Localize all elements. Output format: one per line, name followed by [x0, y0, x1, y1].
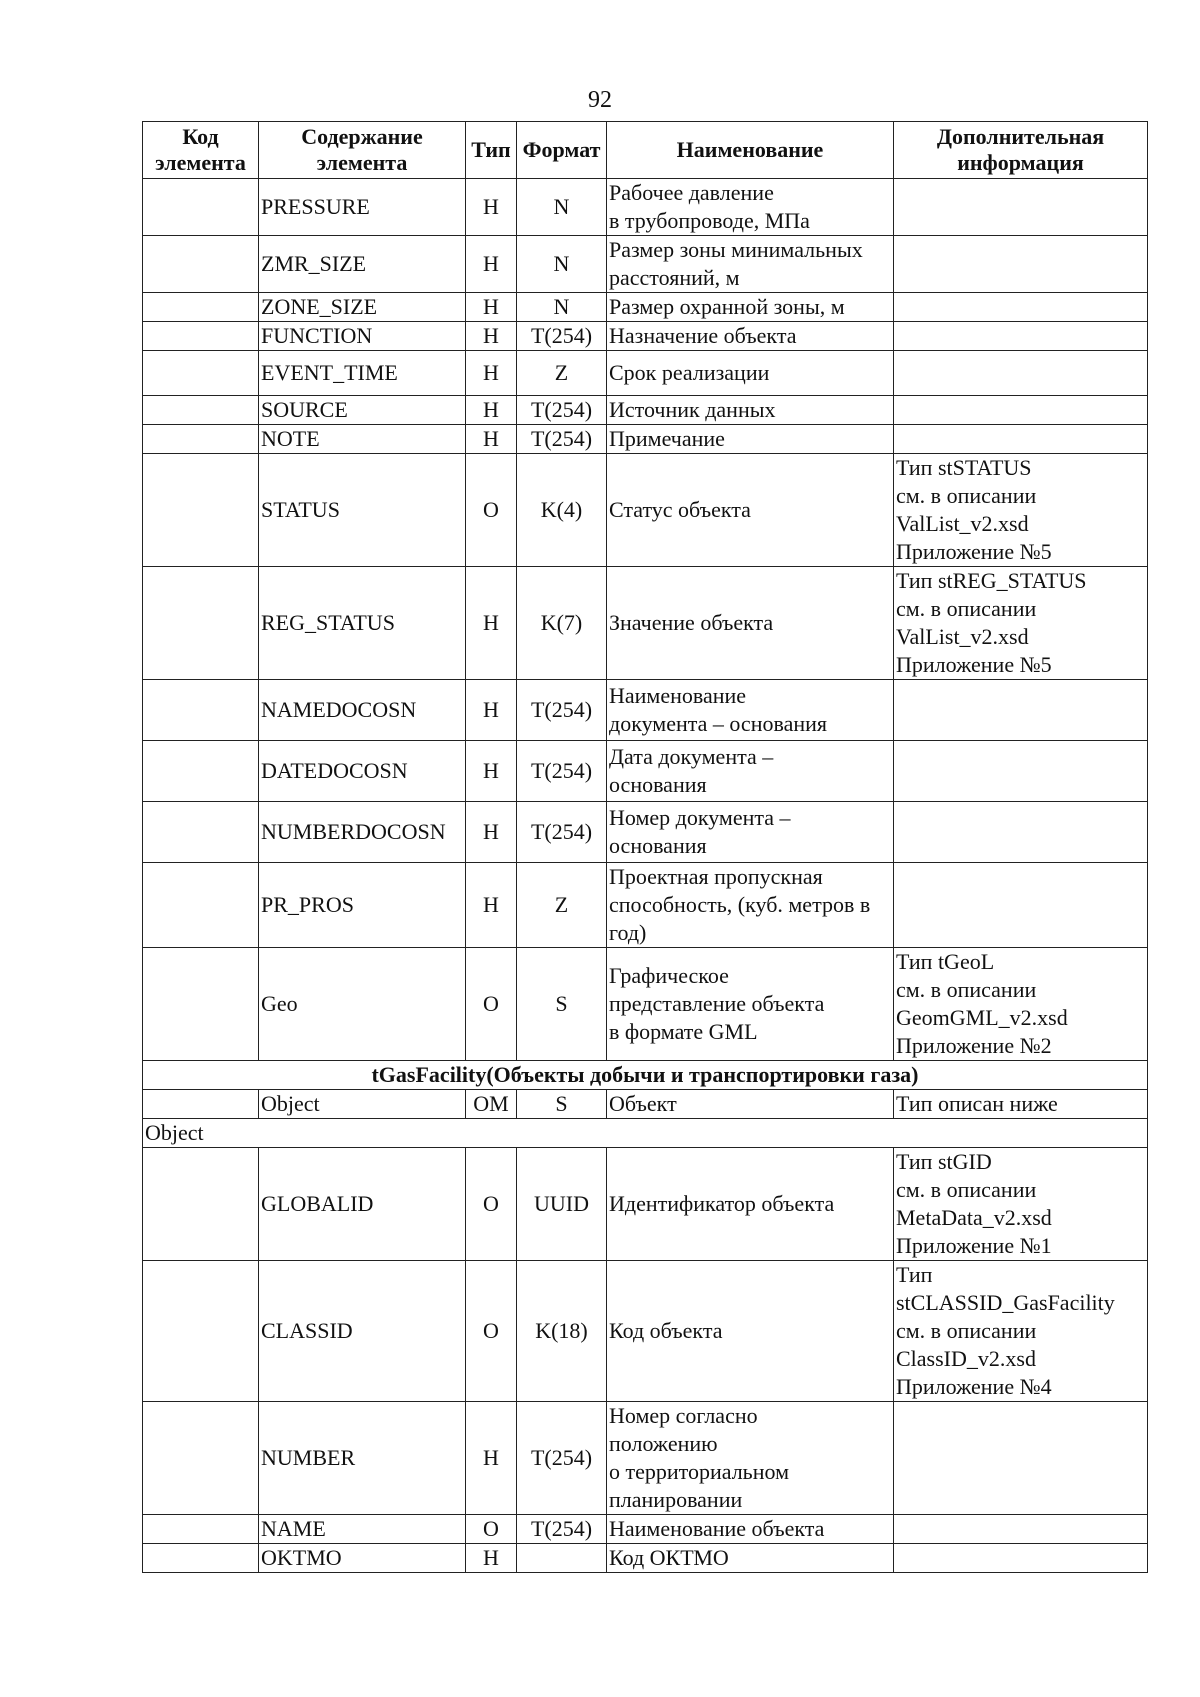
cell-element-name: NOTE — [259, 425, 466, 454]
table-row — [143, 293, 1148, 322]
cell-type: О — [466, 1148, 517, 1261]
table-body-part2 — [143, 1148, 1148, 1573]
cell-info: Тип stREG_STATUS см. в описании ValList_v2.xsd Приложение №5 — [894, 567, 1148, 680]
cell-type: О — [466, 1261, 517, 1402]
cell-title: Код ОКТМО — [607, 1544, 894, 1573]
cell-format: S — [517, 1090, 607, 1119]
cell-element-name: STATUS — [259, 454, 466, 567]
cell-format: N — [517, 236, 607, 293]
cell-element-name: DATEDOCOSN — [259, 741, 466, 802]
cell-element-name: NAMEDOCOSN — [259, 680, 466, 741]
cell-title: Наименование объекта — [607, 1515, 894, 1544]
cell-title: Идентификатор объекта — [607, 1148, 894, 1261]
cell-format — [517, 1544, 607, 1573]
cell-type: Н — [466, 425, 517, 454]
cell-format: T(254) — [517, 1515, 607, 1544]
cell-code — [143, 236, 259, 293]
cell-info — [894, 179, 1148, 236]
cell-format: N — [517, 293, 607, 322]
cell-type: Н — [466, 567, 517, 680]
cell-type: Н — [466, 396, 517, 425]
cell-code — [143, 425, 259, 454]
subheader-row — [143, 1119, 1148, 1148]
cell-title: Источник данных — [607, 396, 894, 425]
header-info: Дополнительная информация — [894, 122, 1148, 179]
cell-info — [894, 425, 1148, 454]
cell-element-name: ZMR_SIZE — [259, 236, 466, 293]
cell-code — [143, 567, 259, 680]
cell-info — [894, 802, 1148, 863]
cell-element-name: EVENT_TIME — [259, 351, 466, 396]
cell-format: N — [517, 179, 607, 236]
cell-type: Н — [466, 179, 517, 236]
table-body-part1 — [143, 179, 1148, 1061]
table-header-row — [143, 122, 1148, 179]
cell-type: Н — [466, 293, 517, 322]
cell-code — [143, 351, 259, 396]
cell-format: UUID — [517, 1148, 607, 1261]
cell-element-name: ZONE_SIZE — [259, 293, 466, 322]
cell-type: Н — [466, 1544, 517, 1573]
cell-title: Значение объекта — [607, 567, 894, 680]
page-number: 92 — [588, 87, 612, 113]
cell-code — [143, 179, 259, 236]
cell-format: K(18) — [517, 1261, 607, 1402]
section-title: tGasFacility(Объекты добычи и транспортировки газа) — [143, 1061, 1148, 1090]
table-row — [143, 741, 1148, 802]
cell-element-name: Object — [259, 1090, 466, 1119]
cell-code — [143, 863, 259, 948]
cell-format: T(254) — [517, 802, 607, 863]
cell-code — [143, 802, 259, 863]
cell-type: О — [466, 1515, 517, 1544]
table-row — [143, 1402, 1148, 1515]
cell-type: Н — [466, 351, 517, 396]
table-row — [143, 1261, 1148, 1402]
cell-title: Объект — [607, 1090, 894, 1119]
cell-element-name: PR_PROS — [259, 863, 466, 948]
cell-type: Н — [466, 741, 517, 802]
cell-info — [894, 236, 1148, 293]
header-name: Наименование — [607, 122, 894, 179]
cell-title: Номер согласно положению о территориальном планировании — [607, 1402, 894, 1515]
cell-element-name: Geo — [259, 948, 466, 1061]
cell-title: Наименование документа – основания — [607, 680, 894, 741]
cell-info: Тип stCLASSID_GasFacility см. в описании ClassID_v2.xsd Приложение №4 — [894, 1261, 1148, 1402]
cell-code — [143, 1090, 259, 1119]
cell-info — [894, 351, 1148, 396]
table-row — [143, 1148, 1148, 1261]
cell-code — [143, 396, 259, 425]
cell-info — [894, 1515, 1148, 1544]
cell-element-name: FUNCTION — [259, 322, 466, 351]
cell-info — [894, 396, 1148, 425]
cell-info: Тип stSTATUS см. в описании ValList_v2.xsd Приложение №5 — [894, 454, 1148, 567]
cell-title: Графическое представление объекта в формате GML — [607, 948, 894, 1061]
cell-title: Номер документа – основания — [607, 802, 894, 863]
table-row — [143, 567, 1148, 680]
cell-info — [894, 741, 1148, 802]
cell-code — [143, 1544, 259, 1573]
cell-code — [143, 454, 259, 567]
cell-code — [143, 948, 259, 1061]
element-spec-table — [142, 121, 1148, 1573]
table-row — [143, 1515, 1148, 1544]
cell-type: ОМ — [466, 1090, 517, 1119]
cell-title: Срок реализации — [607, 351, 894, 396]
header-type: Тип — [466, 122, 517, 179]
table-row — [143, 322, 1148, 351]
cell-info — [894, 1544, 1148, 1573]
cell-info: Тип tGeoL см. в описании GeomGML_v2.xsd Приложение №2 — [894, 948, 1148, 1061]
cell-type: Н — [466, 1402, 517, 1515]
cell-element-name: OKTMO — [259, 1544, 466, 1573]
cell-title: Код объекта — [607, 1261, 894, 1402]
table-row — [143, 948, 1148, 1061]
cell-info — [894, 322, 1148, 351]
table-row — [143, 396, 1148, 425]
cell-title: Примечание — [607, 425, 894, 454]
cell-title: Статус объекта — [607, 454, 894, 567]
cell-code — [143, 293, 259, 322]
cell-format: Z — [517, 863, 607, 948]
cell-format: Z — [517, 351, 607, 396]
cell-info — [894, 680, 1148, 741]
cell-format: T(254) — [517, 425, 607, 454]
cell-type: Н — [466, 863, 517, 948]
cell-element-name: CLASSID — [259, 1261, 466, 1402]
cell-type: Н — [466, 322, 517, 351]
cell-type: Н — [466, 802, 517, 863]
cell-format: S — [517, 948, 607, 1061]
header-content: Содержание элемента — [259, 122, 466, 179]
cell-title: Дата документа – основания — [607, 741, 894, 802]
cell-element-name: REG_STATUS — [259, 567, 466, 680]
table-row-object — [143, 1090, 1148, 1119]
header-format: Формат — [517, 122, 607, 179]
cell-code — [143, 322, 259, 351]
section-row — [143, 1061, 1148, 1090]
table-row — [143, 236, 1148, 293]
cell-code — [143, 1402, 259, 1515]
cell-format: K(4) — [517, 454, 607, 567]
cell-type: Н — [466, 680, 517, 741]
cell-code — [143, 1261, 259, 1402]
cell-format: T(254) — [517, 680, 607, 741]
cell-title: Рабочее давление в трубопроводе, МПа — [607, 179, 894, 236]
table-row — [143, 454, 1148, 567]
table-row — [143, 351, 1148, 396]
cell-title: Размер зоны минимальных расстояний, м — [607, 236, 894, 293]
cell-info — [894, 1402, 1148, 1515]
header-code: Код элемента — [143, 122, 259, 179]
table-row — [143, 1544, 1148, 1573]
cell-code — [143, 680, 259, 741]
cell-element-name: NUMBERDOCOSN — [259, 802, 466, 863]
cell-format: T(254) — [517, 322, 607, 351]
cell-title: Проектная пропускная способность, (куб. метров в год) — [607, 863, 894, 948]
cell-code — [143, 1148, 259, 1261]
cell-type: О — [466, 454, 517, 567]
cell-title: Размер охранной зоны, м — [607, 293, 894, 322]
table-row — [143, 179, 1148, 236]
subheader-title: Object — [143, 1119, 1148, 1148]
cell-title: Назначение объекта — [607, 322, 894, 351]
cell-element-name: PRESSURE — [259, 179, 466, 236]
cell-element-name: GLOBALID — [259, 1148, 466, 1261]
table-row — [143, 863, 1148, 948]
table-row — [143, 425, 1148, 454]
table-row — [143, 680, 1148, 741]
cell-info — [894, 863, 1148, 948]
cell-type: О — [466, 948, 517, 1061]
cell-type: Н — [466, 236, 517, 293]
cell-format: K(7) — [517, 567, 607, 680]
cell-element-name: SOURCE — [259, 396, 466, 425]
table-row — [143, 802, 1148, 863]
cell-info — [894, 293, 1148, 322]
cell-code — [143, 1515, 259, 1544]
cell-element-name: NUMBER — [259, 1402, 466, 1515]
cell-info: Тип stGID см. в описании MetaData_v2.xsd Приложение №1 — [894, 1148, 1148, 1261]
cell-code — [143, 741, 259, 802]
cell-format: T(254) — [517, 741, 607, 802]
cell-format: T(254) — [517, 396, 607, 425]
table-body-section — [143, 1061, 1148, 1148]
cell-info: Тип описан ниже — [894, 1090, 1148, 1119]
cell-element-name: NAME — [259, 1515, 466, 1544]
cell-format: T(254) — [517, 1402, 607, 1515]
